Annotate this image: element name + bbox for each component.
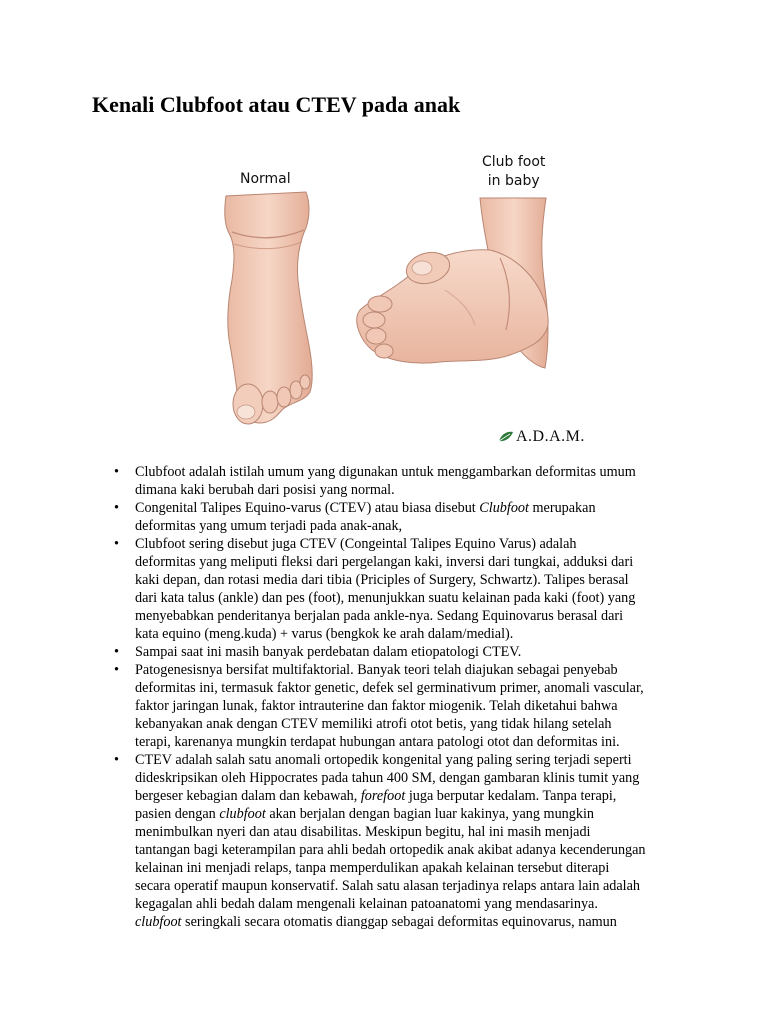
bullet-line: secara operatif maupun konservatif. Salah satu alasan terjadinya relaps antara lain adalah [135,878,641,894]
emphasis-text: clubfoot [219,806,266,822]
bullet-item [112,499,692,535]
text-run: seringkali secara otomatis dianggap sebagai deformitas equinovarus, namun [181,914,617,930]
bullet-line [135,913,692,931]
bullet-line: kata equino (meng.kuda) + varus (bengkok ke arah dalam/medial). [135,626,514,642]
text-run: Congenital Talipes Equino-varus (CTEV) atau biasa disebut [135,500,480,516]
bullet-line: kaki depan, dan rotasi media dari tibia (Priciples of Surgery, Schwartz). Talipes berasal [135,572,629,588]
bullet-line: menyebabkan penderitanya berjalan pada ankle-nya. Sedang Equinovarus berasal dari [135,608,624,624]
emphasis-text: forefoot [360,788,406,804]
club-foot-label-line-2: in baby [487,173,540,189]
bullet-item [112,535,692,643]
normal-label: Normal [240,171,291,187]
bullet-line: deformitas ini, termasuk faktor genetic, defek sel germinativum primer, anomali vascular, [135,680,644,696]
bullet-line: dari kata talus (ankle) dan pes (foot), menunjukkan suatu kelainan pada kaki (foot) yang [135,590,636,606]
bullet-line [135,787,692,805]
text-run: akan berjalan dengan bagian luar kakinya, yang mungkin [265,806,594,822]
bullet-line: kelainan ini menjadi relaps, tanpa memperdulikan apakah kelainan tersebut diterapi [135,860,610,876]
bullet-line: deformitas yang meliputi fleksi dari pergelangan kaki, inversi dari tungkai, adduksi dari [135,554,634,570]
bullet-item [112,643,692,661]
bullet-line: • CTEV adalah salah satu anomali ortopedik kongenital yang paling sering terjadi seperti [135,752,632,768]
bullet-item [112,751,692,931]
bullet-line: tantangan bagi keterampilan para ahli bedah ortopedik anak akibat adanya kecenderungan [135,842,646,858]
document-title: Kenali Clubfoot atau CTEV pada anak [92,92,461,117]
emphasis-text: Clubfoot [479,500,529,516]
bullet-line: deformitas yang umum terjadi pada anak-anak, [135,518,403,534]
emphasis-text: clubfoot [135,914,182,930]
bullet-line: kebanyakan anak dengan CTEV memiliki atrofi otot betis, yang tidak hilang setelah [135,716,612,732]
text-run: juga berputar kedalam. Tanpa terapi, [405,788,617,804]
club-foot-label-line-1: Club foot [482,154,546,170]
club-foot [357,198,548,368]
normal-foot [225,192,312,424]
adam-credit-text: A.D.A.M. [516,428,585,445]
clubfoot-illustration [200,140,600,460]
bullet-line: kegagalan ahli bedah dalam mengenali kelainan patoanatomi yang mendasarinya. [135,896,598,912]
bullet-line: dideskripsikan oleh Hippocrates pada tahun 400 SM, dengan gambaran klinis tumit yang [135,770,640,786]
text-run: merupakan [528,500,596,516]
bullet-line [135,805,692,823]
bullet-item [112,463,692,499]
adam-credit [498,428,585,446]
bullet-line: menimbulkan nyeri dan atau disabilitas. Meskipun begitu, hal ini masih menjadi [135,824,591,840]
bullet-line [135,499,692,517]
bullet-line: • Sampai saat ini masih banyak perdebatan dalam etiopatologi CTEV. [135,644,522,660]
club-foot-label [482,153,545,191]
text-run: bergeser kebagian dalam dan kebawah, [135,788,361,804]
bullet-line: faktor jaringan lunak, faktor intrauterine dan faktor miogenik. Telah diketahui bahwa [135,698,618,714]
bullet-line: dimana kaki berubah dari posisi yang normal. [135,482,395,498]
bullet-line: • Clubfoot sering disebut juga CTEV (Congeintal Talipes Equino Varus) adalah [135,536,577,552]
bullet-list [112,463,692,931]
text-run: pasien dengan [135,806,220,822]
bullet-line: • Clubfoot adalah istilah umum yang digunakan untuk menggambarkan deformitas umum [135,464,636,480]
bullet-line: terapi, karenanya mungkin terdapat hubungan antara patologi otot dan deformitas ini. [135,734,620,750]
bullet-item [112,661,692,751]
adam-leaf-icon [498,431,514,443]
bullet-line: • Patogenesisnya bersifat multifaktorial. Banyak teori telah diajukan sebagai penyebab [135,662,618,678]
